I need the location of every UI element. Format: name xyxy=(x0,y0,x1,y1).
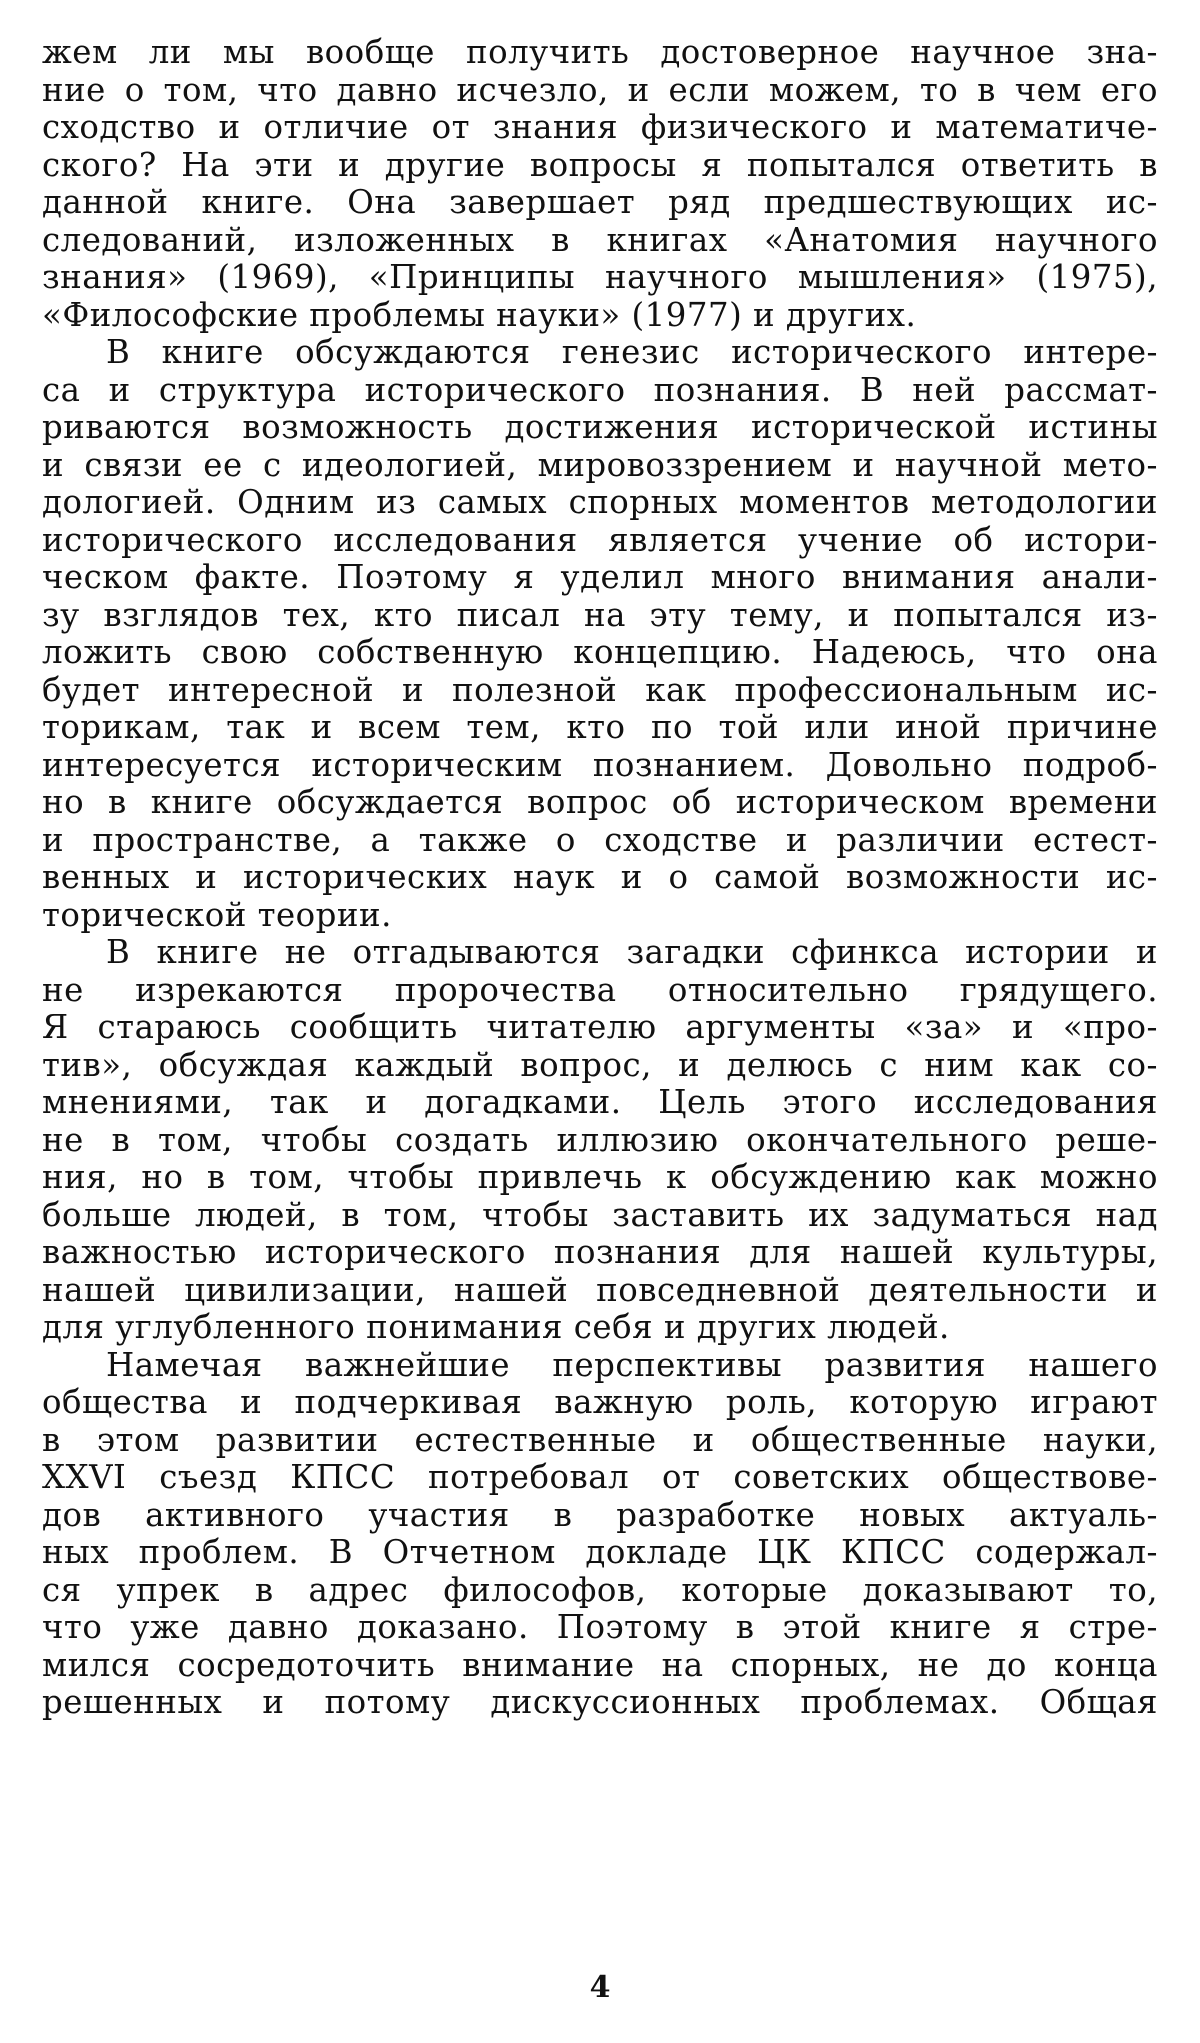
text-line: ся упрек в адрес философов, которые доказывают то, xyxy=(42,1571,1158,1609)
text-line: сходство и отличие от знания физического и математиче- xyxy=(42,109,1158,146)
text-line: ложить свою собственную концепцию. Надеюсь, что она xyxy=(42,634,1158,671)
text-line: общества и подчеркивая важную роль, которую играют xyxy=(42,1384,1158,1421)
text-line: Я стараюсь сообщить читателю аргументы «за» и «про- xyxy=(42,1009,1158,1046)
text-line: но в книге обсуждается вопрос об историческом времени xyxy=(42,784,1158,821)
text-line: риваются возможность достижения исторической истины xyxy=(42,409,1158,446)
text-line: интересуется историческим познанием. Довольно подроб- xyxy=(42,746,1158,784)
text-line: следований, изложенных в книгах «Анатомия научного xyxy=(42,221,1158,259)
text-line: решенных и потому дискуссионных проблемах. Общая xyxy=(42,1684,1158,1721)
paragraph xyxy=(42,1347,1158,1722)
text-line: зу взглядов тех, кто писал на эту тему, и попытался из- xyxy=(42,596,1158,634)
text-line: В книге не отгадываются загадки сфинкса истории и xyxy=(106,934,1158,971)
text-line: нашей цивилизации, нашей повседневной деятельности и xyxy=(42,1271,1158,1309)
text-line: будет интересной и полезной как профессиональным ис- xyxy=(42,671,1158,709)
text-line: ческом факте. Поэтому я уделил много внимания анали- xyxy=(42,559,1158,596)
text-line: жем ли мы вообще получить достоверное научное зна- xyxy=(42,34,1158,71)
text-line: торической теории. xyxy=(42,896,392,934)
text-line: исторического исследования является учение об истори- xyxy=(42,521,1158,559)
text-line: больше людей, в том, чтобы заставить их задуматься над xyxy=(42,1196,1158,1234)
paragraph xyxy=(42,34,1158,334)
text-line: са и структура исторического познания. В ней рассмат- xyxy=(42,371,1158,409)
text-line: в этом развитии естественные и общественные науки, xyxy=(42,1421,1158,1459)
text-line: венных и исторических наук и о самой возможности ис- xyxy=(42,859,1158,896)
text-line: ского? На эти и другие вопросы я попытался ответить в xyxy=(42,146,1158,184)
text-line: и связи ее с идеологией, мировоззрением и научной мето- xyxy=(42,446,1158,484)
text-line: XXVI съезд КПСС потребовал от советских обществове- xyxy=(42,1459,1158,1496)
text-line: ние о том, что давно исчезло, и если можем, то в чем его xyxy=(42,71,1158,109)
paragraph xyxy=(42,334,1158,934)
text-line: важностью исторического познания для нашей культуры, xyxy=(42,1234,1158,1271)
text-line: мился сосредоточить внимание на спорных, не до конца xyxy=(42,1646,1158,1684)
page-number: 4 xyxy=(589,1970,611,2005)
text-line: «Философские проблемы науки» (1977) и других. xyxy=(42,296,917,334)
text-line: дов активного участия в разработке новых актуаль- xyxy=(42,1496,1158,1534)
text-line: дологией. Одним из самых спорных моментов методологии xyxy=(42,484,1158,521)
text-line: данной книге. Она завершает ряд предшествующих ис- xyxy=(42,184,1158,221)
text-line: торикам, так и всем тем, кто по той или иной причине xyxy=(42,709,1158,746)
text-line: мнениями, так и догадками. Цель этого исследования xyxy=(42,1084,1158,1121)
text-line: не изрекаются пророчества относительно грядущего. xyxy=(42,971,1158,1009)
text-line: знания» (1969), «Принципы научного мышления» (1975), xyxy=(42,259,1158,296)
text-line: ных проблем. В Отчетном докладе ЦК КПСС содержал- xyxy=(42,1534,1158,1571)
text-line: ния, но в том, чтобы привлечь к обсуждению как можно xyxy=(42,1159,1158,1196)
text-line: Намечая важнейшие перспективы развития нашего xyxy=(106,1346,1158,1384)
text-line: В книге обсуждаются генезис исторического интере- xyxy=(106,334,1158,371)
text-line: тив», обсуждая каждый вопрос, и делюсь с ним как со- xyxy=(42,1046,1158,1084)
text-line: для углубленного понимания себя и других людей. xyxy=(42,1309,950,1346)
text-line: не в том, чтобы создать иллюзию окончательного реше- xyxy=(42,1121,1158,1159)
text-line: что уже давно доказано. Поэтому в этой книге я стре- xyxy=(42,1609,1158,1646)
page-text xyxy=(42,34,1158,1722)
paragraph xyxy=(42,934,1158,1347)
text-line: и пространстве, а также о сходстве и различии естест- xyxy=(42,821,1158,859)
